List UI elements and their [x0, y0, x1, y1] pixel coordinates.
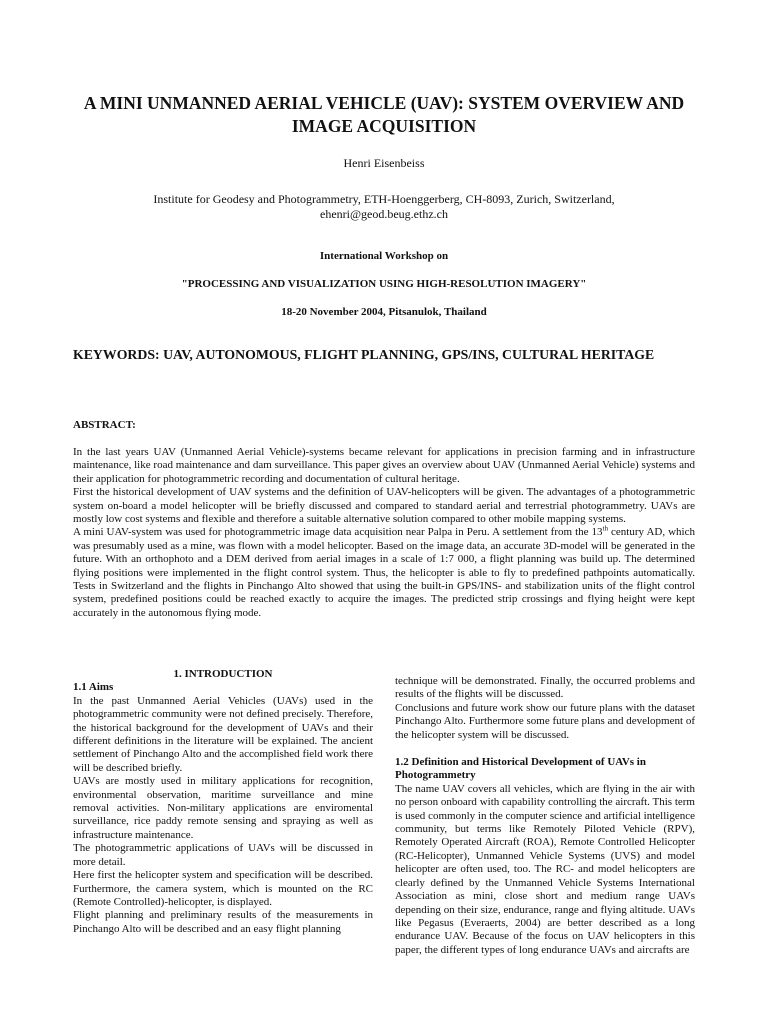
- body-paragraph: The name UAV covers all vehicles, which are flying in the air with no person onboard with capability controlling the aircraft. This term is used commonly in the computer science and artificial intelligence community, but terms like Remotely Piloted Vehicle (RPV), Remotely Operated Aircraft (ROA), Remote Controlled Helicopter (RC-Helicopter), Unmanned Vehicle Systems (UVS) and model helicopter are often used, too. The RC- and model helicopters are clearly defined by the Unmanned Vehicle Systems International Association as mini, close short and medium range UAVs depending on their size, endurance, range and flying altitude. UAVs like Pegasus (Everaerts, 2004) are better described as a long endurance UAV. Because of the focus on UAV helicopters in this paper, the different types of long endurance UAVs and aircrafts are: [395, 782, 695, 956]
- paper-title: A MINI UNMANNED AERIAL VEHICLE (UAV): SYSTEM OVERVIEW AND IMAGE ACQUISITION: [83, 93, 685, 136]
- body-paragraph: Conclusions and future work show our future plans with the dataset Pinchango Alto. Furthermore some future plans and development of the helicopter system will be discussed.: [395, 701, 695, 741]
- author-name: Henri Eisenbeiss: [343, 156, 425, 170]
- body-paragraph: technique will be demonstrated. Finally, the occurred problems and results of the flights will be discussed.: [395, 675, 695, 701]
- keywords: KEYWORDS: UAV, AUTONOMOUS, FLIGHT PLANNING, GPS/INS, CULTURAL HERITAGE: [73, 347, 655, 362]
- body-paragraph: The photogrammetric applications of UAVs will be discussed in more detail.: [73, 842, 373, 868]
- body-paragraph: In the past Unmanned Aerial Vehicles (UAVs) used in the photogrammetric community were not defined precisely. Therefore, the historical background for the development of UAVs and their different definitions in the literature will be explained. The ancient settlement of Pinchango Alto and the accomplished field work there will be described briefly.: [73, 694, 373, 774]
- abstract-paragraph: [73, 526, 695, 620]
- abstract-body: [73, 446, 695, 620]
- body-paragraph: Here first the helicopter system and specification will be described. Furthermore, the camera system, which is mounted on the RC (Remote Controlled)-helicopter, is displayed.: [73, 869, 373, 908]
- abstract-text: century AD, which was presumably used as a mine, was flown with a model helicopter. Based on the image data, an accurate 3D-model will be generated in the future. With an orthophoto and a DEM derived from aerial images in a scale of 1:7 000, a flight planning was build up. The determined flying positions were implemented in the flight control system. Thus, the helicopter is able to fly to predefined pathpoints automatically. Tests in Switzerland and the flights in Pinchango Alto showed that using the built-in GPS/INS- and stabilization units of the flight control system, predefined positions could be reached exactly to acquire the images. The predicted strip crossings and flying height were kept accurately in the autonomous flying mode.: [73, 526, 695, 619]
- abstract-heading: ABSTRACT:: [73, 419, 136, 431]
- workshop-label: International Workshop on: [319, 250, 449, 262]
- affiliation: Institute for Geodesy and Photogrammetry, ETH-Hoenggerberg, CH-8093, Zurich, Switzerland,: [153, 192, 615, 206]
- abstract-paragraph: First the historical development of UAV systems and the definition of UAV-helicopters will be given. The advantages of a photogrammetric system on-board a model helicopter will be briefly discussed and compared to standard aerial and terrestrial photogrammetry. UAVs are mostly low cost systems and flexible and therefore a suitable alternative solution compared to other mobile mapping systems.: [73, 486, 695, 526]
- left-column: [73, 668, 373, 936]
- right-column: [395, 675, 695, 957]
- abstract-text: A mini UAV-system was used for photogrammetric image data acquisition near Palpa in Peru. A settlement from the 13: [73, 526, 603, 539]
- superscript: th: [602, 524, 609, 533]
- subsection-heading-definition: 1.2 Definition and Historical Development of UAVs in Photogrammetry: [395, 756, 646, 782]
- author-email: ehenri@geod.beug.ethz.ch: [320, 207, 448, 221]
- body-paragraph: Flight planning and preliminary results of the measurements in Pinchango Alto will be described and an easy flight planning: [73, 909, 373, 935]
- body-paragraph: UAVs are mostly used in military applications for recognition, environmental observation, maritime surveillance and mine removal activities. Non-military applications are enviromental surveillance, rice paddy remote sensing and spraying as well as infrastructure maintenance.: [73, 775, 373, 841]
- subsection-heading-aims: 1.1 Aims: [73, 681, 114, 694]
- workshop-title: "PROCESSING AND VISUALIZATION USING HIGH-RESOLUTION IMAGERY": [181, 278, 587, 290]
- abstract-paragraph: In the last years UAV (Unmanned Aerial Vehicle)-systems became relevant for applications in precision farming and in infrastructure maintenance, like road maintenance and dam surveillance. This paper gives an overview about UAV (Unmanned Aerial Vehicle) systems and their application for photogrammetric recording and documentation of cultural heritage.: [73, 446, 695, 485]
- section-heading-introduction: 1. INTRODUCTION: [173, 668, 273, 680]
- workshop-date: 18-20 November 2004, Pitsanulok, Thailand: [281, 306, 487, 318]
